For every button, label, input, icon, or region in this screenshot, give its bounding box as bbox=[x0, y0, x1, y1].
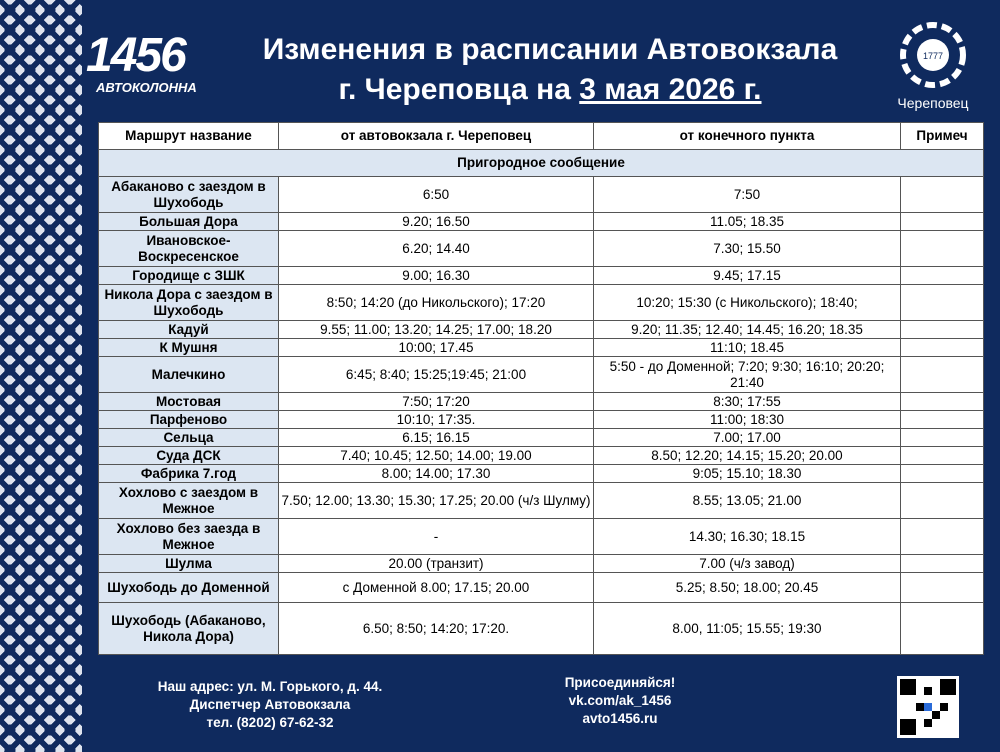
time-from-station: 10:10; 17:35. bbox=[279, 411, 594, 429]
time-from-end: 8.00, 11:05; 15.55; 19:30 bbox=[594, 603, 901, 655]
qr-code-icon[interactable] bbox=[897, 676, 959, 738]
join-text: Присоединяйся! bbox=[564, 675, 676, 690]
note-cell bbox=[901, 483, 984, 519]
time-from-end: 8.50; 12.20; 14.15; 15.20; 20.00 bbox=[594, 447, 901, 465]
time-from-end: 10:20; 15:30 (с Никольского); 18:40; bbox=[594, 285, 901, 321]
note-cell bbox=[901, 447, 984, 465]
note-cell bbox=[901, 267, 984, 285]
time-from-station: 9.00; 16.30 bbox=[279, 267, 594, 285]
address-line: Наш адрес: ул. М. Горького, д. 44. bbox=[157, 679, 383, 694]
logo-number: 1456 bbox=[86, 29, 185, 82]
table-row bbox=[99, 447, 984, 465]
time-from-end: 11:00; 18:30 bbox=[594, 411, 901, 429]
note-cell bbox=[901, 231, 984, 267]
time-from-end: 8.55; 13.05; 21.00 bbox=[594, 483, 901, 519]
note-cell bbox=[901, 573, 984, 603]
table-row bbox=[99, 429, 984, 447]
city-emblem-icon bbox=[900, 22, 966, 88]
dispatcher-line: Диспетчер Автовокзала bbox=[189, 697, 351, 712]
table-row bbox=[99, 519, 984, 555]
time-from-station: 6:45; 8:40; 15:25;19:45; 21:00 bbox=[279, 357, 594, 393]
time-from-end: 11:10; 18.45 bbox=[594, 339, 901, 357]
note-cell bbox=[901, 321, 984, 339]
time-from-station: 20.00 (транзит) bbox=[279, 555, 594, 573]
footer-address bbox=[140, 678, 400, 732]
note-cell bbox=[901, 411, 984, 429]
time-from-end: 9.20; 11.35; 12.40; 14.45; 16.20; 18.35 bbox=[594, 321, 901, 339]
route-name: Хохлово без заезда в Межное bbox=[99, 519, 279, 555]
route-name: Мостовая bbox=[99, 393, 279, 411]
time-from-station: с Доменной 8.00; 17.15; 20.00 bbox=[279, 573, 594, 603]
time-from-station: 6.15; 16.15 bbox=[279, 429, 594, 447]
time-from-end: 14.30; 16.30; 18.15 bbox=[594, 519, 901, 555]
table-row bbox=[99, 213, 984, 231]
time-from-end: 7.00; 17.00 bbox=[594, 429, 901, 447]
table-header-row bbox=[99, 123, 984, 150]
time-from-station: 7.40; 10.45; 12.50; 14.00; 19.00 bbox=[279, 447, 594, 465]
logo-subtitle: АВТОКОЛОННА bbox=[96, 80, 197, 95]
section-title: Пригородное сообщение bbox=[99, 150, 984, 177]
city-name: Череповец bbox=[897, 95, 969, 111]
route-name: Малечкино bbox=[99, 357, 279, 393]
header-route: Маршрут название bbox=[99, 123, 279, 150]
title-line2-prefix: г. Череповца на bbox=[338, 73, 580, 106]
route-name: Хохлово с заездом в Межное bbox=[99, 483, 279, 519]
note-cell bbox=[901, 519, 984, 555]
time-from-station: 9.20; 16.50 bbox=[279, 213, 594, 231]
header-note: Примеч bbox=[901, 123, 984, 150]
table-row bbox=[99, 555, 984, 573]
route-name: Кадуй bbox=[99, 321, 279, 339]
table-row bbox=[99, 285, 984, 321]
time-from-end: 11.05; 18.35 bbox=[594, 213, 901, 231]
note-cell bbox=[901, 393, 984, 411]
time-from-end: 9:05; 15.10; 18.30 bbox=[594, 465, 901, 483]
title-line1: Изменения в расписании Автовокзала bbox=[262, 33, 838, 66]
route-name: Парфеново bbox=[99, 411, 279, 429]
time-from-station: 6.20; 14.40 bbox=[279, 231, 594, 267]
note-cell bbox=[901, 177, 984, 213]
note-cell bbox=[901, 555, 984, 573]
time-from-station: 10:00; 17.45 bbox=[279, 339, 594, 357]
route-name: Ивановское-Воскресенское bbox=[99, 231, 279, 267]
table-row bbox=[99, 603, 984, 655]
table-row bbox=[99, 483, 984, 519]
phone-line: тел. (8202) 67-62-32 bbox=[206, 715, 334, 730]
time-from-end: 7.00 (ч/з завод) bbox=[594, 555, 901, 573]
note-cell bbox=[901, 465, 984, 483]
route-name: Фабрика 7.год bbox=[99, 465, 279, 483]
time-from-station: 8:50; 14:20 (до Никольского); 17:20 bbox=[279, 285, 594, 321]
time-from-station: - bbox=[279, 519, 594, 555]
note-cell bbox=[901, 603, 984, 655]
schedule-table bbox=[98, 122, 984, 655]
table-row bbox=[99, 339, 984, 357]
vk-link[interactable]: vk.com/ak_1456 bbox=[568, 693, 672, 708]
table-row bbox=[99, 393, 984, 411]
note-cell bbox=[901, 357, 984, 393]
route-name: К Мушня bbox=[99, 339, 279, 357]
time-from-end: 7.30; 15.50 bbox=[594, 231, 901, 267]
time-from-station: 8.00; 14.00; 17.30 bbox=[279, 465, 594, 483]
route-name: Большая Дора bbox=[99, 213, 279, 231]
route-name: Шухободь до Доменной bbox=[99, 573, 279, 603]
time-from-station: 6.50; 8:50; 14:20; 17:20. bbox=[279, 603, 594, 655]
site-link[interactable]: avto1456.ru bbox=[582, 711, 658, 726]
time-from-end: 9.45; 17.15 bbox=[594, 267, 901, 285]
city-year: 1777 bbox=[922, 51, 944, 61]
decorative-pattern bbox=[0, 0, 82, 752]
route-name: Городище с ЗШК bbox=[99, 267, 279, 285]
route-name: Абаканово с заездом в Шухободь bbox=[99, 177, 279, 213]
footer-social bbox=[520, 674, 720, 728]
table-row bbox=[99, 231, 984, 267]
header-from-station: от автовокзала г. Череповец bbox=[279, 123, 594, 150]
time-from-end: 8:30; 17:55 bbox=[594, 393, 901, 411]
route-name: Никола Дора с заездом в Шухободь bbox=[99, 285, 279, 321]
title-date: 3 мая 2026 г. bbox=[579, 73, 762, 106]
time-from-end: 5:50 - до Доменной; 7:20; 9:30; 16:10; 20:20; 21:40 bbox=[594, 357, 901, 393]
time-from-end: 5.25; 8.50; 18.00; 20.45 bbox=[594, 573, 901, 603]
time-from-station: 9.55; 11.00; 13.20; 14.25; 17.00; 18.20 bbox=[279, 321, 594, 339]
route-name: Суда ДСК bbox=[99, 447, 279, 465]
note-cell bbox=[901, 213, 984, 231]
table-row bbox=[99, 321, 984, 339]
table-row bbox=[99, 357, 984, 393]
time-from-station: 7:50; 17:20 bbox=[279, 393, 594, 411]
table-row bbox=[99, 411, 984, 429]
header-from-end: от конечного пункта bbox=[594, 123, 901, 150]
table-row bbox=[99, 177, 984, 213]
city-emblem bbox=[893, 22, 973, 111]
time-from-end: 7:50 bbox=[594, 177, 901, 213]
table-row bbox=[99, 573, 984, 603]
route-name: Сельца bbox=[99, 429, 279, 447]
note-cell bbox=[901, 339, 984, 357]
page-title bbox=[200, 30, 900, 110]
route-name: Шулма bbox=[99, 555, 279, 573]
title-line2 bbox=[200, 70, 900, 110]
note-cell bbox=[901, 429, 984, 447]
note-cell bbox=[901, 285, 984, 321]
table-row bbox=[99, 267, 984, 285]
time-from-station: 6:50 bbox=[279, 177, 594, 213]
table-row bbox=[99, 465, 984, 483]
route-name: Шухободь (Абаканово, Никола Дора) bbox=[99, 603, 279, 655]
time-from-station: 7.50; 12.00; 13.30; 15.30; 17.25; 20.00 (ч/з Шулму) bbox=[279, 483, 594, 519]
